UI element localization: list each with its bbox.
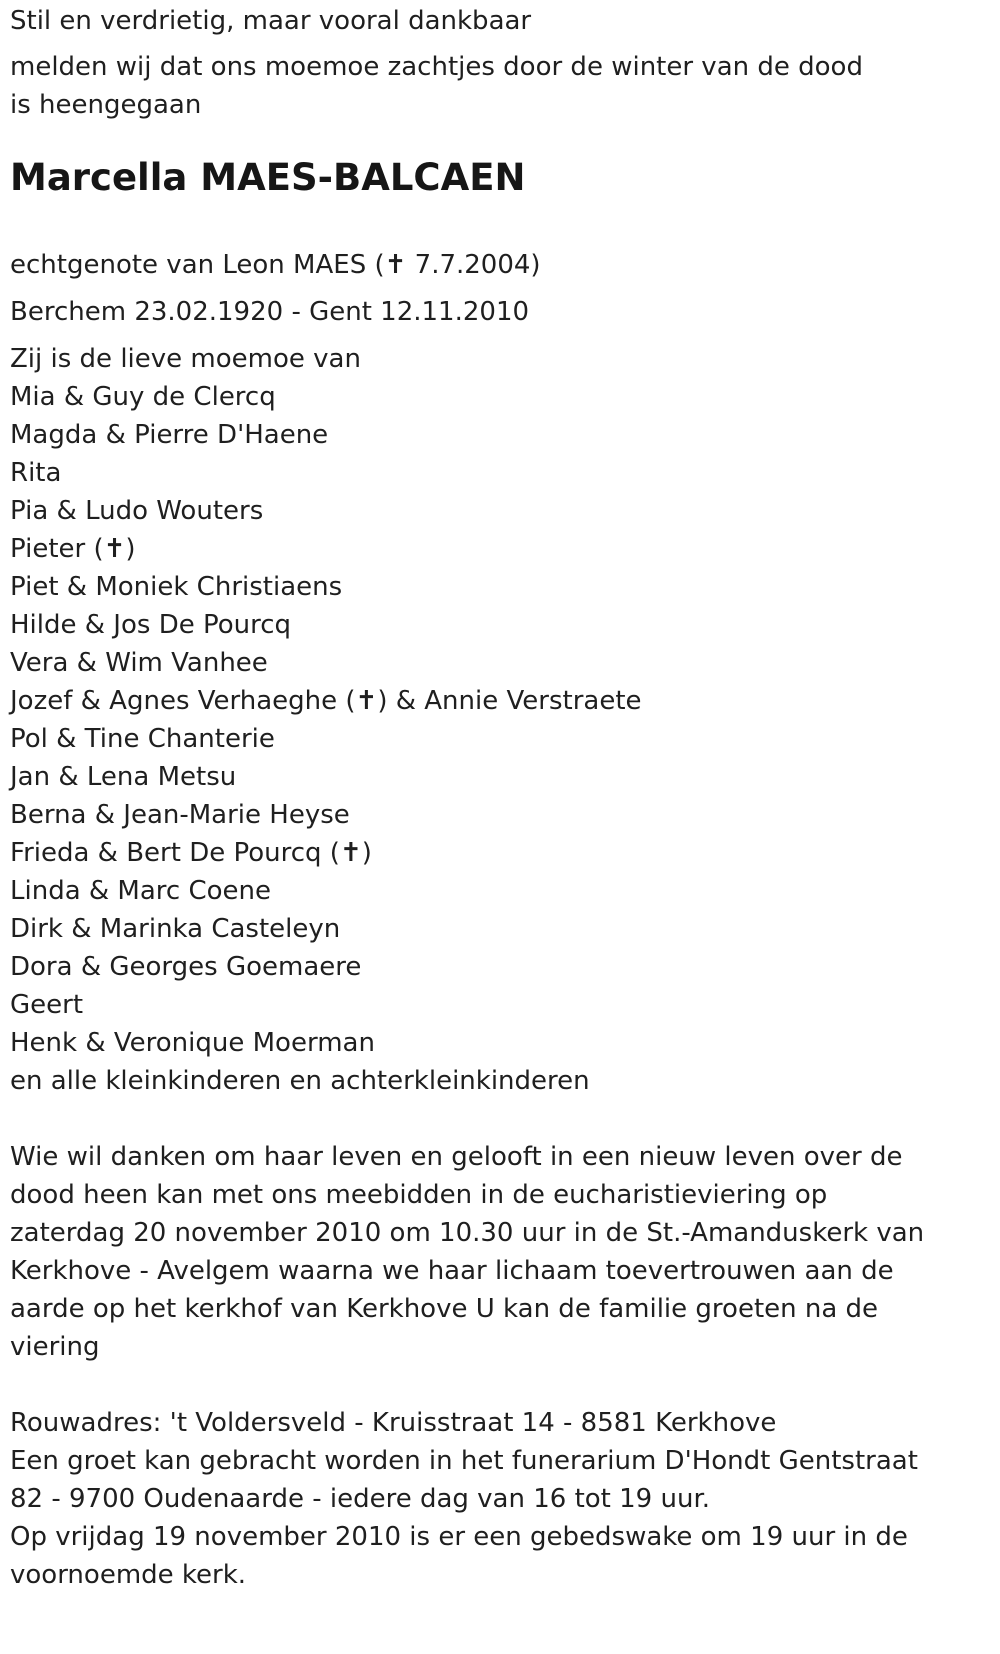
family-member: Rita [10,458,62,488]
spouse-line: echtgenote van Leon MAES (✝ 7.7.2004) [10,250,541,280]
visitation-info: Een groet kan gebracht worden in het funerarium D'Hondt Gentstraat 82 - 9700 Oudenaarde - iedere dag van 16 tot 19 uur. [10,1446,918,1514]
mourning-address: Rouwadres: 't Voldersveld - Kruisstraat 14 - 8581 Kerkhove [10,1408,777,1438]
family-heading: Zij is de lieve moemoe van [10,344,361,374]
family-member: Henk & Veronique Moerman [10,1028,375,1058]
family-member: Hilde & Jos De Pourcq [10,610,292,640]
birth-death-dates: Berchem 23.02.1920 - Gent 12.11.2010 [10,297,530,327]
deceased-name: Marcella MAES-BALCAEN [10,156,526,199]
family-member: Berna & Jean-Marie Heyse [10,800,350,830]
intro-message: melden wij dat ons moemoe zachtjes door de winter van de dood is heengegaan [10,52,863,120]
family-member: Mia & Guy de Clercq [10,382,276,412]
family-list [10,340,990,1100]
family-member: Frieda & Bert De Pourcq (✝) [10,838,372,868]
family-member: Jan & Lena Metsu [10,762,237,792]
family-member: Piet & Moniek Christiaens [10,572,343,602]
family-member: Linda & Marc Coene [10,876,272,906]
family-member: Geert [10,990,84,1020]
wake-info: Op vrijdag 19 november 2010 is er een gebedswake om 19 uur in de voornoemde kerk. [10,1522,908,1590]
obituary-notice [0,2,1000,1594]
family-member: Jozef & Agnes Verhaeghe (✝) & Annie Verstraete [10,686,642,716]
contact-block [10,1404,990,1594]
family-member: Magda & Pierre D'Haene [10,420,329,450]
family-member: Dora & Georges Goemaere [10,952,362,982]
family-member: Pia & Ludo Wouters [10,496,264,526]
family-member: Vera & Wim Vanhee [10,648,268,678]
family-member: Pol & Tine Chanterie [10,724,275,754]
family-member: Pieter (✝) [10,534,136,564]
intro-line: Stil en verdrietig, maar vooral dankbaar [10,6,532,36]
family-closing: en alle kleinkinderen en achterkleinkinderen [10,1066,590,1096]
service-paragraph: Wie wil danken om haar leven en gelooft in een nieuw leven over de dood heen kan met ons meebidden in de eucharistieviering op zaterdag 20 november 2010 om 10.30 uur in de St.-Amanduskerk van Kerkhove - Avelgem waarna we haar lichaam toevertrouwen aan de aarde op het kerkhof van Kerkhove U kan de familie groeten na de viering [10,1142,925,1362]
family-member: Dirk & Marinka Casteleyn [10,914,341,944]
